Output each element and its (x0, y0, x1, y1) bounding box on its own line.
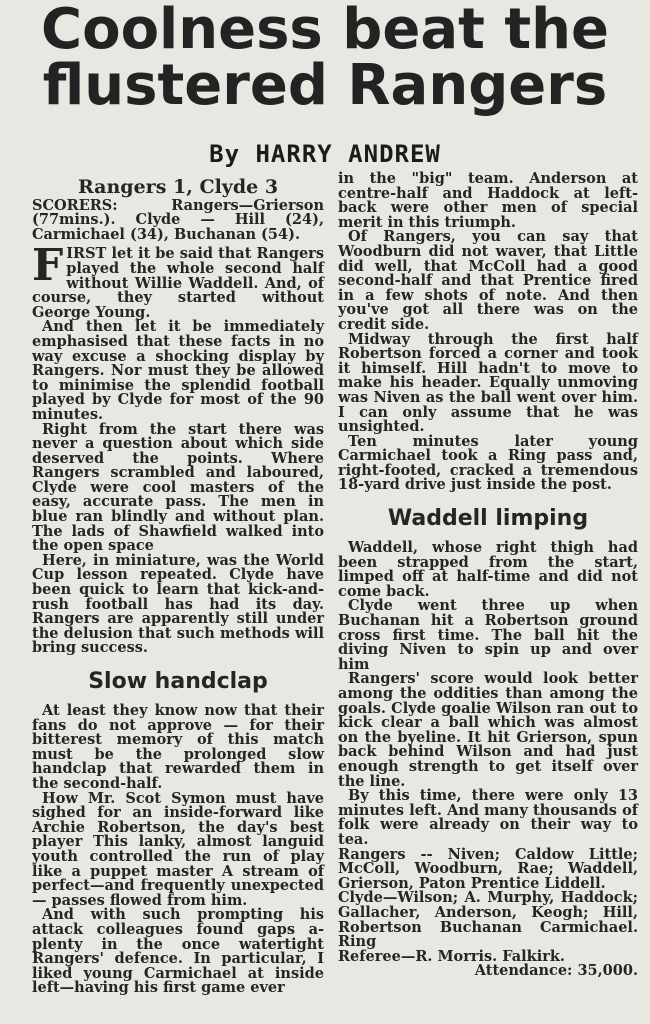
clyde-lineup: Clyde—Wilson; A. Murphy, Haddock; Gallacher, Anderson, Keogh; Hill, Robertson Buchanan Carmichael. Ring (338, 889, 638, 951)
scorers: SCORERS: Rangers—Grierson (77mins.). Clyde — Hill (24), Carmichael (34), Buchanan (54). (32, 196, 324, 243)
headline-line-2: flustered Rangers (42, 53, 608, 118)
paragraph: Rangers' score would look better among the oddities than among the goals. Clyde goalie Wilson ran out to kick clear a ball which was almost on the byeline. It hit Grierson, spun back behind Wilson and had just enough strength to get itself over the line. (338, 670, 638, 790)
paragraph: Right from the start there was never a question about which side deserved the points. Where Rangers scrambled and laboured, Clyde were cool masters of the easy, accurate pass. The men in blue ran blindly and without plan. The lads of Shawfield walked into the open space (32, 420, 324, 555)
paragraph: How Mr. Scot Symon must have sighed for an inside-forward like Archie Robertson, the day's best player This lanky, almost languid youth controlled the run of play like a puppet master A stream of perfect—and frequently unexpected — passes flowed from him. (32, 789, 324, 909)
team-lineups (338, 845, 638, 980)
paragraph: Ten minutes later young Carmichael took a Ring pass and, right-footed, cracked a tremendous 18-yard drive just inside the post. (338, 432, 638, 494)
paragraph: By this time, there were only 13 minutes left. And many thousands of folk were already on their way to tea. (338, 787, 638, 848)
byline: By HARRY ANDREW (209, 140, 441, 168)
paragraph: Of Rangers, you can say that Woodburn did not waver, that Little did well, that McColl had a good second-half and that Prentice fired in a few shots of note. And then you've got all there was on the credit side. (338, 228, 638, 333)
drop-cap: F (32, 240, 64, 292)
paragraph: And with such prompting his attack colleagues found gaps a-plenty in the once watertight Rangers' defence. In particular, I liked young Carmichael at inside left—having his first game ever (32, 906, 324, 997)
paragraph: Clyde went three up when Buchanan hit a Robertson ground cross first time. The ball hit the diving Niven to spin up and over him (338, 597, 638, 673)
paragraph: FIRST let it be said that Rangers played the whole second half without Willie Waddell. And, of course, they started without George Young. (32, 240, 324, 321)
paragraph: And then let it be immediately emphasised that these facts in no way excuse a shocking display by Rangers. Nor must they be allowed to minimise the splendid football played by Clyde for most of the 90 minutes. (32, 318, 324, 423)
right-column (338, 172, 638, 979)
paragraph: Midway through the first half Robertson forced a corner and took it himself. Hill hadn't to move to make his header. Equally unmoving was Niven as the ball went over him. I can only assume that he was unsighted. (338, 330, 638, 436)
left-column (32, 178, 324, 996)
paragraph: Waddell, whose right thigh had been strapped from the start, limped off at half-time and did not come back. (338, 539, 638, 600)
paragraph: At least they know now that their fans do not approve — for their bitterest memory of this match must be the prolonged slow handclap that rewarded them in the second-half. (32, 702, 324, 792)
rangers-lineup: Rangers -- Niven; Caldow Little; McColl, Woodburn, Rae; Waddell, Grierson, Paton Prentice Liddell. (338, 845, 638, 892)
paragraph: in the "big" team. Anderson at centre-half and Haddock at left-back were other men of special merit in this triumph. (338, 170, 638, 231)
referee: Referee—R. Morris. Falkirk. (338, 947, 565, 965)
headline (0, 0, 650, 118)
paragraph: Here, in miniature, was the World Cup lesson repeated. Clyde have been quick to learn that kick-and-rush football has had its day. Rangers are apparently still under the delusion that such methods will bring success. (32, 551, 324, 657)
crosshead: Slow handclap (88, 669, 268, 694)
crosshead: Waddell limping (387, 506, 589, 532)
score-line: Rangers 1, Clyde 3 (77, 176, 279, 198)
headline-line-1: Coolness beat the (41, 0, 609, 62)
attendance: Attendance: 35,000. (474, 962, 638, 980)
